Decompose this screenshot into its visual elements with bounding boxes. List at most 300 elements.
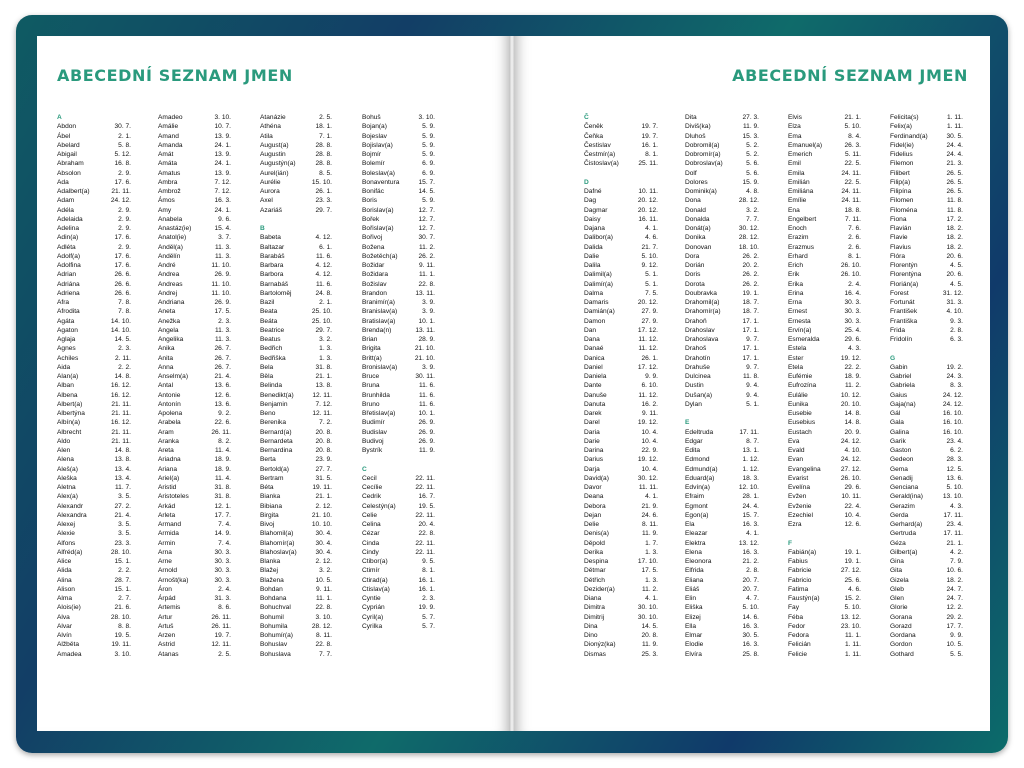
name-text: Andriana <box>158 299 185 306</box>
name-text: Gerald(ina) <box>890 493 923 501</box>
name-text: Atanázie <box>260 114 286 121</box>
name-day-date: 8. 1. <box>848 252 861 260</box>
name-day-date: 17. 12. <box>637 363 658 371</box>
name-entry <box>260 178 332 187</box>
name-entry <box>788 455 861 464</box>
name-entry <box>890 215 963 224</box>
name-text: Dagmar <box>584 206 608 214</box>
name-text: Bronislav(a) <box>362 363 398 371</box>
name-text: Adolf(a) <box>57 252 81 260</box>
name-day-date: 9. 11. <box>418 262 435 269</box>
name-text: Ervín(a) <box>788 326 812 334</box>
name-entry <box>57 566 131 575</box>
name-entry <box>890 280 963 289</box>
name-entry <box>57 354 131 363</box>
name-entry <box>158 169 231 178</box>
name-day-date: 7. 6. <box>848 225 861 232</box>
name-entry <box>158 178 231 187</box>
name-text: Drahoš <box>685 345 707 353</box>
name-entry <box>788 631 861 640</box>
name-day-date: 25. 4. <box>844 326 861 334</box>
name-text: Bartoloměj <box>260 289 292 297</box>
name-day-date: 8. 11. <box>315 632 332 639</box>
name-day-date: 19. 9. <box>418 604 435 612</box>
name-text: Amanda <box>158 141 183 149</box>
name-day-date: 11. 12. <box>638 391 658 399</box>
name-entry <box>890 548 963 557</box>
name-text: Amáta <box>158 160 178 168</box>
name-day-date: 5. 10. <box>946 484 963 491</box>
name-day-date: 4. 7. <box>746 595 759 602</box>
name-text: Anabela <box>158 215 183 223</box>
name-entry <box>890 307 963 316</box>
name-text: Alida <box>57 567 72 575</box>
name-entry <box>584 252 658 261</box>
name-text: Darel <box>584 419 600 427</box>
name-day-date: 8. 8. <box>118 622 131 630</box>
name-day-date: 11. 3. <box>214 336 231 343</box>
name-text: Dalila <box>584 262 601 269</box>
name-entry <box>260 603 332 612</box>
name-text: Alexie <box>57 530 75 538</box>
name-day-date: 5. 7. <box>422 613 435 621</box>
name-day-date: 29. 6. <box>844 484 861 491</box>
name-day-date: 30. 10. <box>637 613 658 621</box>
name-day-date: 11. 6. <box>418 391 435 399</box>
name-entry <box>788 372 861 381</box>
name-text: Alison <box>57 585 75 593</box>
name-text: Drahomil(a) <box>685 299 720 306</box>
name-entry <box>158 594 231 603</box>
name-text: Ariana <box>158 465 178 473</box>
name-text: Dimitra <box>584 604 605 612</box>
name-entry <box>158 529 231 538</box>
name-entry <box>890 409 963 418</box>
name-day-date: 25. 10. <box>311 317 332 325</box>
name-entry <box>584 187 658 196</box>
name-text: Gaston <box>890 447 912 454</box>
name-day-date: 13. 9. <box>214 169 231 177</box>
name-text: Angela <box>158 326 179 334</box>
name-day-date: 30. 3. <box>214 567 231 575</box>
name-entry <box>260 354 332 363</box>
name-text: Donald <box>685 206 706 214</box>
name-entry <box>788 169 861 178</box>
name-text: Gorana <box>890 613 912 621</box>
name-entry <box>362 400 435 409</box>
name-text: Felicita(s) <box>890 114 919 121</box>
name-entry <box>362 418 435 427</box>
name-text: David(a) <box>584 474 609 482</box>
name-day-date: 24. 12. <box>110 197 131 205</box>
name-text: Bratislav(a) <box>362 317 396 325</box>
name-day-date: 3. 10. <box>315 613 332 621</box>
name-text: Darja <box>584 465 600 473</box>
name-day-date: 21. 4. <box>114 511 131 519</box>
name-text: Edvín(a) <box>685 484 710 491</box>
name-day-date: 21. 1. <box>946 539 963 547</box>
name-text: Abigail <box>57 151 77 158</box>
name-day-date: 2. 9. <box>118 206 131 214</box>
name-day-date: 17. 5. <box>641 567 658 575</box>
name-entry <box>890 196 963 205</box>
name-day-date: 16. 10. <box>942 410 963 417</box>
name-entry <box>260 409 332 418</box>
name-text: Arne <box>158 558 172 565</box>
name-entry <box>685 169 759 178</box>
name-day-date: 11. 10. <box>211 289 231 297</box>
name-entry <box>788 122 861 131</box>
name-text: Alvar <box>57 622 73 630</box>
name-entry <box>362 391 435 400</box>
name-text: Afrodita <box>57 308 80 316</box>
name-day-date: 13. 12. <box>840 613 861 621</box>
name-text: Alma <box>57 595 73 602</box>
name-text: Gerhard(a) <box>890 521 923 528</box>
name-entry <box>685 566 759 575</box>
name-text: Eusebie <box>788 410 812 417</box>
name-entry <box>362 446 435 455</box>
name-text: Bolemír <box>362 160 385 168</box>
name-text: Adéla <box>57 206 74 214</box>
name-entry <box>890 159 963 168</box>
name-entry <box>584 483 658 492</box>
name-entry <box>158 613 231 622</box>
name-day-date: 26. 9. <box>214 299 231 306</box>
name-entry <box>890 437 963 446</box>
name-text: Filomen <box>890 197 914 205</box>
name-text: Bohuslava <box>260 650 291 658</box>
name-day-date: 5. 5. <box>950 650 963 658</box>
name-entry <box>685 548 759 557</box>
name-text: Ctislav(a) <box>362 585 390 593</box>
name-day-date: 20. 12. <box>637 299 658 306</box>
name-text: Barbara <box>260 262 284 269</box>
name-day-date: 27. 7. <box>315 465 332 473</box>
name-day-date: 20. 8. <box>315 428 332 436</box>
name-text: Ena <box>788 206 800 214</box>
name-entry <box>362 317 435 326</box>
name-text: Glorie <box>890 604 908 612</box>
name-text: Beáta <box>260 317 278 325</box>
name-text: Berta <box>260 456 276 464</box>
name-day-date: 29. 2. <box>946 613 963 621</box>
name-entry <box>158 261 231 270</box>
name-text: Genadij <box>890 474 913 482</box>
name-day-date: 1. 11. <box>844 650 861 658</box>
name-entry <box>57 613 131 622</box>
name-text: Adléta <box>57 243 76 251</box>
name-day-date: 6. 1. <box>319 243 332 251</box>
name-text: Budivoj <box>362 437 384 445</box>
name-entry <box>685 483 759 492</box>
name-entry <box>158 270 231 279</box>
name-text: Branimír(a) <box>362 299 395 306</box>
section-letter <box>57 113 131 122</box>
name-day-date: 7. 1. <box>319 132 332 140</box>
name-text: Bruno <box>362 400 380 408</box>
name-day-date: 10. 11. <box>638 188 658 195</box>
name-day-date: 18. 7. <box>742 299 759 306</box>
name-entry <box>260 132 332 141</box>
name-entry <box>158 603 231 612</box>
name-entry <box>788 391 861 400</box>
name-text: Gizela <box>890 576 909 584</box>
name-day-date: 10. 11. <box>841 493 861 501</box>
name-day-date: 11. 9. <box>641 641 658 649</box>
name-entry <box>890 576 963 585</box>
name-entry <box>158 428 231 437</box>
name-day-date: 7. 11. <box>844 215 861 223</box>
name-entry <box>890 603 963 612</box>
name-entry <box>57 511 131 520</box>
name-entry <box>890 594 963 603</box>
name-day-date: 25. 10. <box>311 308 332 316</box>
name-text: Aurel(ián) <box>260 169 289 177</box>
name-entry <box>584 132 658 141</box>
name-entry <box>158 206 231 215</box>
name-text: Gordon <box>890 641 912 649</box>
name-text: Derika <box>584 548 604 556</box>
right-page <box>514 36 990 731</box>
name-text: Evan <box>788 456 804 464</box>
name-entry <box>260 502 332 511</box>
name-day-date: 26. 9. <box>418 437 435 445</box>
name-day-date: 18. 2. <box>946 576 963 584</box>
name-entry <box>685 363 759 372</box>
name-entry <box>584 455 658 464</box>
name-entry <box>685 132 759 141</box>
name-text: Blahoslav(a) <box>260 548 297 556</box>
name-text: Emiliána <box>788 188 814 195</box>
name-day-date: 3. 7. <box>218 234 231 242</box>
name-day-date: 24. 12. <box>942 400 963 408</box>
name-day-date: 19. 1. <box>844 548 861 556</box>
name-entry <box>158 289 231 298</box>
name-text: Gleb <box>890 585 904 593</box>
name-entry <box>362 206 435 215</box>
name-entry <box>260 455 332 464</box>
name-text: Etela <box>788 363 804 371</box>
name-day-date: 8. 1. <box>422 567 435 575</box>
name-text: Alexej <box>57 521 75 528</box>
name-day-date: 22. 8. <box>418 280 435 288</box>
name-entry <box>158 391 231 400</box>
name-text: Enoch <box>788 225 807 232</box>
name-text: Drahuše <box>685 363 710 371</box>
name-entry <box>57 252 131 261</box>
name-text: Dana <box>584 336 600 343</box>
name-text: Bertram <box>260 474 284 482</box>
name-day-date: 10. 4. <box>641 428 658 436</box>
name-entry <box>685 622 759 631</box>
name-day-date: 8. 6. <box>218 604 231 612</box>
name-day-date: 3. 9. <box>422 308 435 316</box>
name-day-date: 5. 10. <box>641 252 658 260</box>
name-text: Adriána <box>57 280 80 288</box>
name-text: Flóra <box>890 252 906 260</box>
name-day-date: 21. 11. <box>111 400 131 408</box>
name-text: Božetěch(a) <box>362 252 398 260</box>
name-text: Bořivoj <box>362 234 383 242</box>
name-text: Beata <box>260 308 278 316</box>
name-day-date: 11. 2. <box>844 382 861 390</box>
name-text: Anika <box>158 345 175 353</box>
name-day-date: 2. 3. <box>118 345 131 353</box>
name-text: Evelína <box>788 484 810 491</box>
name-text: Despina <box>584 558 609 565</box>
name-text: Bystrík <box>362 447 383 454</box>
name-day-date: 1. 3. <box>319 354 332 362</box>
name-text: Brenda(n) <box>362 326 392 334</box>
name-text: Gina <box>890 558 904 565</box>
name-day-date: 5. 2. <box>746 141 759 149</box>
name-text: Cedrik <box>362 493 382 501</box>
name-text: Aram <box>158 428 174 436</box>
name-entry <box>362 613 435 622</box>
section-spacer <box>362 455 435 464</box>
name-text: Cinda <box>362 539 380 547</box>
name-text: Donalda <box>685 215 710 223</box>
name-entry <box>158 215 231 224</box>
name-day-date: 17. 6. <box>114 234 131 242</box>
name-day-date: 28. 1. <box>742 493 759 501</box>
name-entry <box>362 511 435 520</box>
name-text: Ferdinand(a) <box>890 132 928 140</box>
name-text: Damián(a) <box>584 308 615 316</box>
name-text: Edeltruda <box>685 428 714 436</box>
name-column <box>890 113 963 659</box>
name-day-date: 20. 4. <box>418 521 435 528</box>
name-text: Erazmus <box>788 243 815 251</box>
name-entry <box>584 465 658 474</box>
name-entry <box>57 289 131 298</box>
name-text: Aletna <box>57 484 76 491</box>
name-entry <box>890 261 963 270</box>
name-text: Cézar <box>362 530 380 538</box>
name-text: Danaé <box>584 345 604 353</box>
name-entry <box>788 418 861 427</box>
name-entry <box>788 196 861 205</box>
letter-heading: B <box>260 225 265 232</box>
name-text: Agnes <box>57 345 76 353</box>
name-day-date: 1. 3. <box>319 345 332 353</box>
name-entry <box>584 196 658 205</box>
name-text: Adalbert(a) <box>57 188 90 195</box>
name-text: Bonifác <box>362 188 384 195</box>
name-day-date: 26. 10. <box>840 271 861 279</box>
name-entry <box>158 354 231 363</box>
name-day-date: 16. 1. <box>418 576 435 584</box>
name-day-date: 25. 11. <box>638 160 658 168</box>
name-day-date: 12. 5. <box>946 465 963 473</box>
name-day-date: 2. 4. <box>218 585 231 593</box>
name-entry <box>57 585 131 594</box>
name-day-date: 27. 2. <box>114 502 131 510</box>
name-entry <box>260 363 332 372</box>
name-text: Dalimír(a) <box>584 280 613 288</box>
name-text: Elizej <box>685 613 701 621</box>
name-entry <box>685 539 759 548</box>
name-day-date: 24. 11. <box>841 197 861 205</box>
name-text: Damaris <box>584 299 609 306</box>
name-day-date: 21. 2. <box>742 558 759 565</box>
name-text: Ambra <box>158 178 178 186</box>
name-day-date: 18. 9. <box>214 465 231 473</box>
name-entry <box>788 261 861 270</box>
name-text: Cecil <box>362 474 377 482</box>
name-text: Fabius <box>788 558 808 565</box>
name-entry <box>362 233 435 242</box>
name-text: Bruna <box>362 382 380 390</box>
name-entry <box>685 270 759 279</box>
name-text: Armin <box>158 539 176 547</box>
name-entry <box>788 159 861 168</box>
name-text: Dora <box>685 252 700 260</box>
name-entry <box>890 326 963 335</box>
name-text: Armida <box>158 530 179 538</box>
name-text: Ariel(a) <box>158 474 180 482</box>
name-text: Gordana <box>890 632 916 639</box>
name-day-date: 1. 11. <box>844 641 861 649</box>
name-text: Danuta <box>584 400 606 408</box>
name-entry <box>788 233 861 242</box>
name-text: Donika <box>685 234 706 242</box>
name-entry <box>57 381 131 390</box>
name-text: Felicie <box>788 650 808 658</box>
name-entry <box>890 298 963 307</box>
name-entry <box>788 252 861 261</box>
name-day-date: 15. 9. <box>742 178 759 186</box>
name-entry <box>685 502 759 511</box>
name-entry <box>788 640 861 649</box>
name-entry <box>57 483 131 492</box>
name-entry <box>57 520 131 529</box>
name-entry <box>260 474 332 483</box>
letter-heading: D <box>584 178 589 186</box>
name-text: Dante <box>584 382 602 390</box>
name-entry <box>788 344 861 353</box>
name-text: Filibert <box>890 169 910 177</box>
name-entry <box>158 409 231 418</box>
name-day-date: 21. 7. <box>641 243 658 251</box>
name-text: Darek <box>584 410 602 417</box>
name-entry <box>158 418 231 427</box>
name-day-date: 14. 10. <box>110 326 131 334</box>
name-text: Darius <box>584 456 604 464</box>
name-day-date: 18. 2. <box>946 225 963 232</box>
name-text: Františka <box>890 317 918 325</box>
name-entry <box>57 603 131 612</box>
name-text: Cecílie <box>362 484 383 491</box>
name-day-date: 16. 1. <box>418 585 435 593</box>
name-entry <box>362 603 435 612</box>
name-entry <box>57 215 131 224</box>
name-entry <box>260 631 332 640</box>
name-text: Arzen <box>158 632 176 639</box>
name-text: Bohuslav <box>260 641 288 649</box>
name-text: Anselm(a) <box>158 373 189 380</box>
name-day-date: 5. 10. <box>742 604 759 612</box>
name-text: Eliška <box>685 604 703 612</box>
name-entry <box>362 169 435 178</box>
name-day-date: 2. 2. <box>118 363 131 371</box>
name-entry <box>890 178 963 187</box>
name-text: Aristid <box>158 484 177 491</box>
name-entry <box>890 206 963 215</box>
name-text: Anděl(a) <box>158 243 183 251</box>
name-entry <box>57 640 131 649</box>
